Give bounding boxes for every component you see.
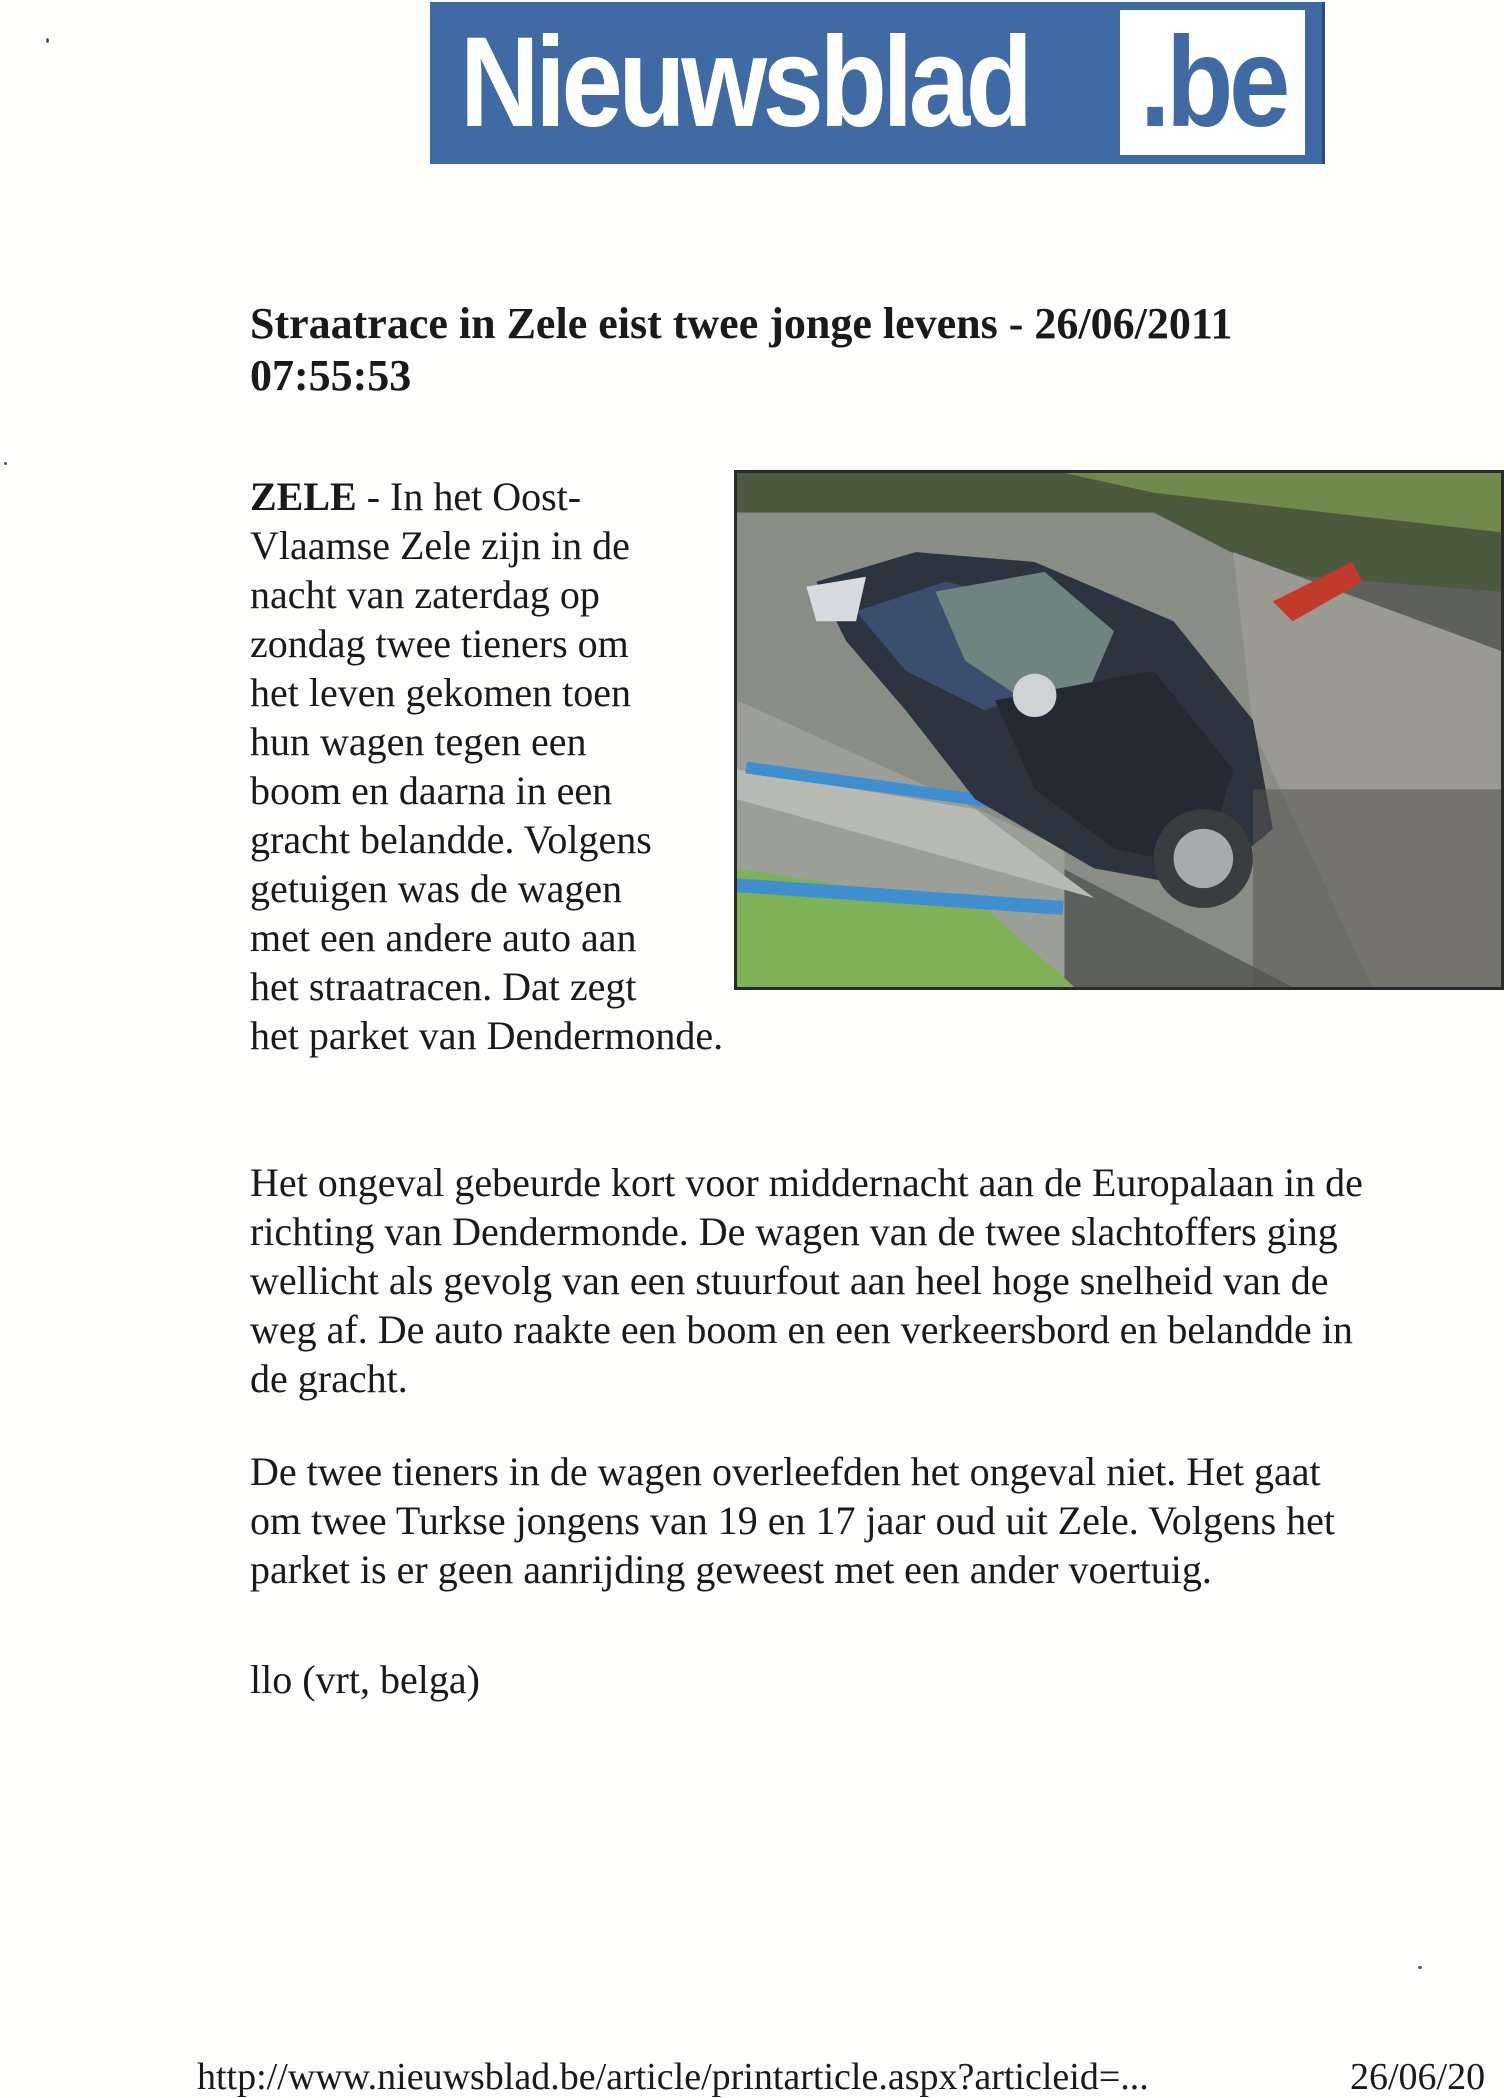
masthead-logo [430, 2, 1325, 164]
dateline: ZELE [250, 474, 357, 519]
lead-line: gracht belandde. Volgens [250, 817, 652, 862]
body-line: Het ongeval gebeurde kort voor middernacht aan de Europalaan in de [250, 1160, 1363, 1205]
logo-tld: .be [1139, 10, 1286, 154]
lead-line: het straatracen. Dat zegt [250, 964, 637, 1009]
body-line: wellicht als gevolg van een stuurfout aan heel hoge snelheid van de [250, 1258, 1329, 1303]
lead-line: Vlaamse Zele zijn in de [250, 523, 630, 568]
headline-line: Straatrace in Zele eist twee jonge levens - 26/06/2011 [250, 299, 1233, 348]
article-headline [250, 298, 1450, 402]
lead-line: - In het Oost- [356, 474, 582, 519]
crash-photo [734, 470, 1504, 990]
body-line: om twee Turkse jongens van 19 en 17 jaar oud uit Zele. Volgens het [250, 1498, 1336, 1543]
article-credit: llo (vrt, belga) [250, 1657, 480, 1702]
lead-line: het parket van Dendermonde. [250, 1013, 724, 1058]
body-paragraph-2 [250, 1158, 1490, 1403]
body-paragraph-3 [250, 1447, 1490, 1594]
headline-line: 07:55:53 [250, 351, 412, 400]
crash-photo-image [737, 473, 1501, 987]
footer-date: 26/06/20 [1350, 2056, 1486, 2098]
lead-line: het leven gekomen toen [250, 670, 631, 715]
logo-name: Nieuwsblad [460, 11, 1029, 154]
lead-line: met een andere auto aan [250, 915, 637, 960]
lead-paragraph [250, 472, 723, 1060]
body-line: parket is er geen aanrijding geweest met een ander voertuig. [250, 1547, 1212, 1592]
lead-line: hun wagen tegen een [250, 719, 587, 764]
body-line: weg af. De auto raakte een boom en een verkeersbord en belandde in [250, 1307, 1353, 1352]
body-line: de gracht. [250, 1356, 408, 1401]
scan-speck [1418, 1966, 1422, 1969]
lead-line: zondag twee tieners om [250, 621, 629, 666]
footer-url: http://www.nieuwsblad.be/article/printarticle.aspx?articleid=... [197, 2056, 1149, 2098]
scan-speck [4, 462, 7, 465]
scan-speck [46, 38, 49, 43]
logo-tld-box [1120, 10, 1305, 155]
lead-line: boom en daarna in een [250, 768, 613, 813]
body-line: richting van Dendermonde. De wagen van de twee slachtoffers ging [250, 1209, 1338, 1254]
body-line: De twee tieners in de wagen overleefden het ongeval niet. Het gaat [250, 1449, 1321, 1494]
lead-line: nacht van zaterdag op [250, 572, 600, 617]
lead-line: getuigen was de wagen [250, 866, 623, 911]
